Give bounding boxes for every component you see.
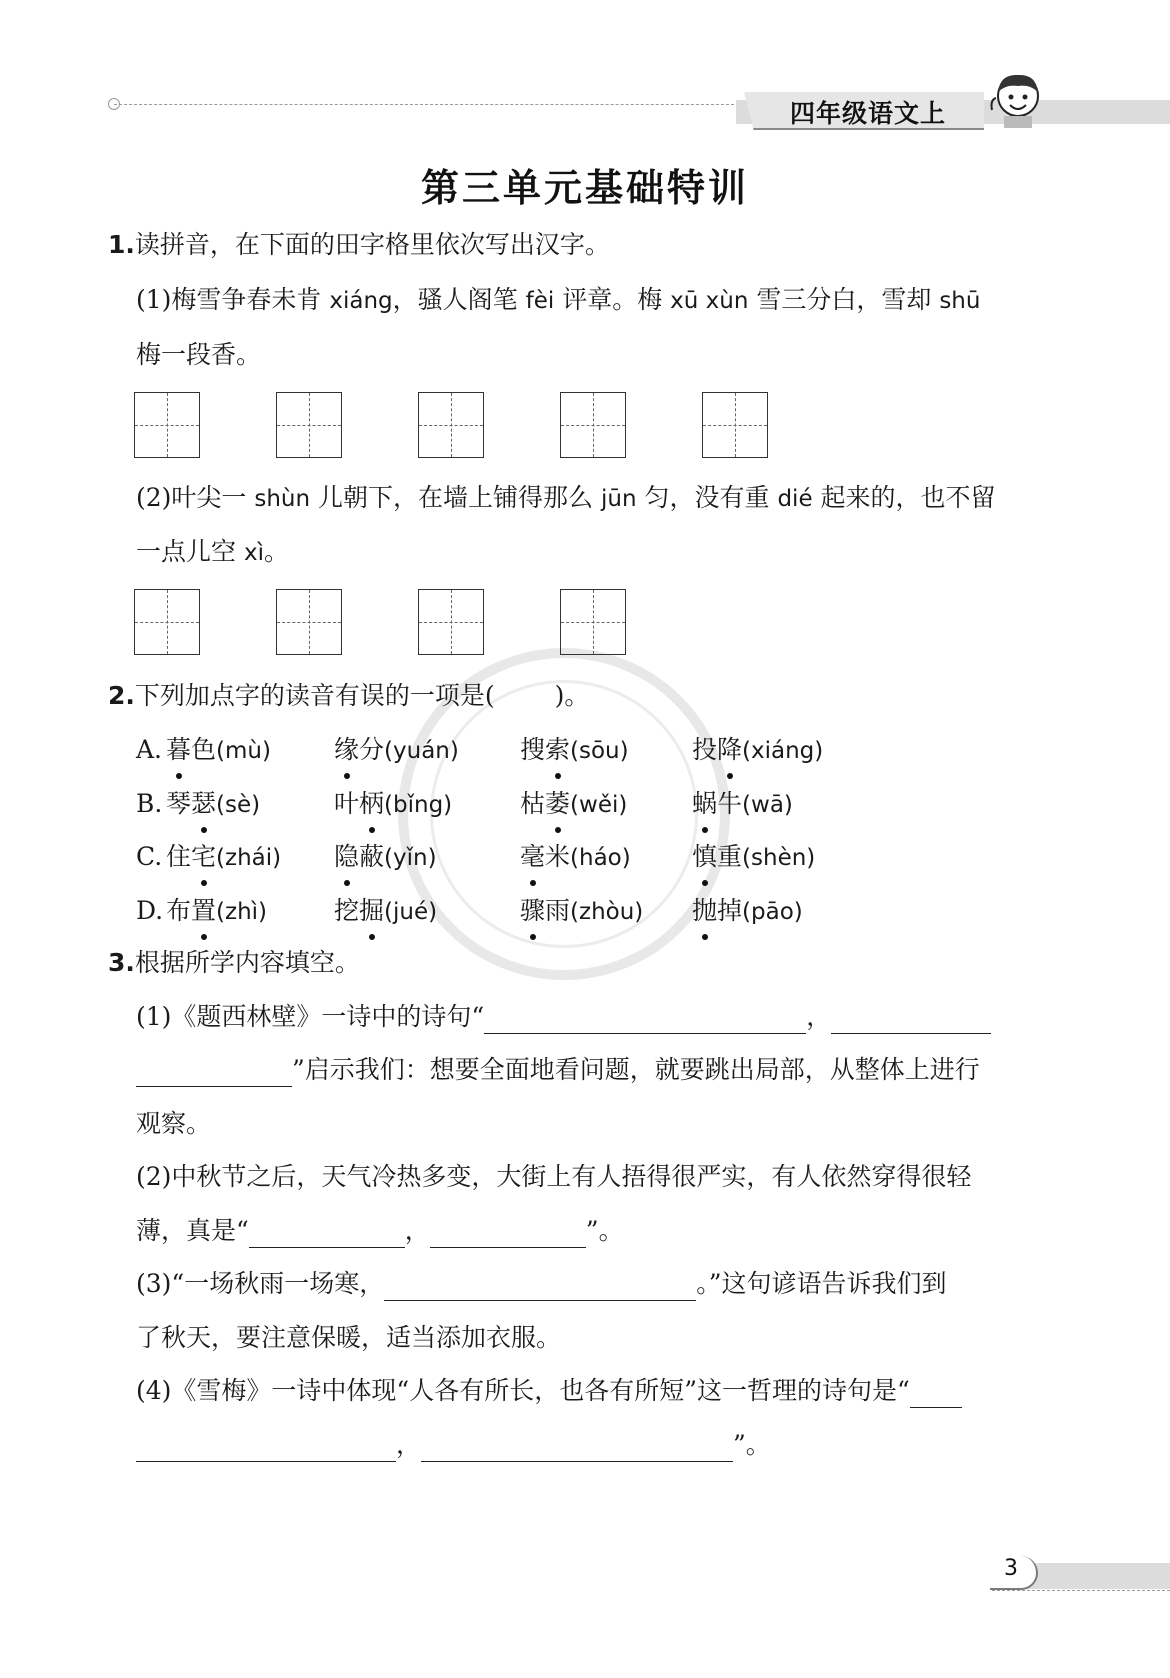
word-char: 暮	[166, 733, 191, 767]
q2-option-word	[166, 894, 267, 929]
q2-option-word	[334, 840, 437, 875]
word-char: 蜗	[692, 787, 717, 821]
q1-part2-text-d: 起来的，也不留	[812, 483, 996, 512]
word-char: 慎	[692, 840, 717, 874]
word-pinyin: (zhái)	[216, 845, 282, 871]
q3-s1-comma: ，	[806, 1002, 832, 1031]
q3-s4-line2	[136, 1428, 771, 1462]
q3-s2-comma: ，	[404, 1216, 430, 1245]
q1-part1-pinyin-2: fèi	[525, 288, 555, 314]
q2-option-word	[166, 840, 281, 875]
word-char: 掘	[359, 894, 384, 928]
q3-prompt	[108, 946, 360, 980]
word-char: 宅	[191, 840, 216, 874]
fill-blank[interactable]	[910, 1381, 962, 1408]
word-char: 抛	[692, 894, 717, 928]
q2-option-word	[334, 733, 459, 768]
word-pinyin: (pāo)	[742, 899, 803, 925]
q1-part2-pinyin-2: jūn	[601, 486, 637, 512]
fill-blank[interactable]	[136, 1060, 292, 1087]
q1-part2-text-c: 匀，没有重	[636, 483, 778, 512]
word-pinyin: (zhì)	[216, 899, 268, 925]
word-char: 布	[166, 896, 192, 925]
q2-option-word	[692, 840, 815, 875]
tianzige-box[interactable]	[560, 392, 626, 458]
word-pinyin: (wā)	[742, 792, 793, 818]
word-char: 萎	[545, 787, 570, 821]
word-pinyin: (mù)	[216, 738, 271, 764]
word-char: 骤	[520, 894, 545, 928]
word-char: 米	[545, 842, 571, 871]
q2-option-label[interactable]: C.	[136, 842, 163, 871]
q2-option-word	[520, 733, 629, 768]
fill-blank[interactable]	[430, 1221, 586, 1248]
word-char: 色	[191, 735, 217, 764]
fill-blank[interactable]	[249, 1221, 405, 1248]
word-pinyin: (wěi)	[570, 792, 628, 818]
tianzige-box[interactable]	[276, 589, 342, 655]
word-pinyin: (shèn)	[742, 845, 816, 871]
q2-prompt	[108, 679, 589, 713]
q2-option-word	[334, 787, 452, 822]
q2-option-word	[166, 733, 271, 768]
word-char: 分	[359, 735, 385, 764]
word-pinyin: (bǐng)	[384, 792, 453, 818]
q1-number: 1.	[108, 230, 135, 259]
q3-s2-text-c: ”。	[585, 1216, 624, 1245]
q3-s4-line1	[136, 1374, 962, 1408]
word-char: 置	[191, 894, 216, 928]
q2-number: 2.	[108, 681, 135, 710]
q1-prompt-text: 读拼音，在下面的田字格里依次写出汉字。	[134, 230, 610, 259]
q3-s1-text-b: ”启示我们：想要全面地看问题，就要跳出局部，从整体上进行	[292, 1055, 980, 1084]
fill-blank[interactable]	[831, 1007, 991, 1034]
word-pinyin: (yuán)	[384, 738, 459, 764]
q1-part1-pinyin-1: xiáng	[329, 288, 393, 314]
word-char: 搜	[520, 735, 546, 764]
word-char: 索	[545, 733, 570, 767]
q3-s3-line1	[136, 1267, 947, 1301]
word-char: 隐	[334, 840, 359, 874]
tianzige-box[interactable]	[702, 392, 768, 458]
fill-blank[interactable]	[136, 1435, 396, 1462]
q1-part2-text-f: 。	[263, 537, 289, 566]
tianzige-box[interactable]	[560, 589, 626, 655]
q3-s2-line1: (2)中秋节之后，天气冷热多变，大街上有人捂得很严实，有人依然穿得很轻	[136, 1162, 972, 1191]
q2-option-label[interactable]: D.	[136, 896, 164, 925]
q2-option-word	[520, 894, 643, 929]
q2-prompt-text-b: )。	[554, 681, 590, 710]
tianzige-box[interactable]	[134, 392, 200, 458]
word-pinyin: (háo)	[570, 845, 631, 871]
q1-part1-text-d: 雪三分白，雪却	[748, 285, 940, 314]
q2-option-word	[166, 787, 260, 822]
q3-s1-line1	[136, 1000, 991, 1034]
q1-part2-line1	[136, 481, 996, 516]
fill-blank[interactable]	[421, 1435, 733, 1462]
word-char: 叶	[334, 789, 360, 818]
q3-prompt-text: 根据所学内容填空。	[134, 948, 360, 977]
tianzige-box[interactable]	[134, 589, 200, 655]
word-char: 缘	[334, 733, 359, 767]
word-char: 雨	[545, 896, 571, 925]
q2-option-word	[692, 787, 793, 822]
page-number: 3	[1004, 1556, 1018, 1581]
q3-s4-text-b: ”。	[733, 1430, 771, 1459]
tianzige-box[interactable]	[276, 392, 342, 458]
q3-s1-line2	[136, 1053, 980, 1087]
q1-part1-text-a: (1)梅雪争春未肯	[136, 285, 330, 314]
tianzige-box[interactable]	[418, 392, 484, 458]
word-char: 降	[717, 733, 742, 767]
word-char: 住	[166, 842, 192, 871]
q2-option-word	[692, 894, 803, 929]
header-title: 四年级语文上	[790, 99, 947, 128]
q3-s3-text-a: (3)“一场秋雨一场寒，	[136, 1269, 385, 1298]
word-pinyin: (jué)	[384, 899, 438, 925]
fill-blank[interactable]	[384, 1274, 696, 1301]
q3-s2-line2	[136, 1214, 624, 1248]
mascot-boy-icon	[986, 70, 1050, 128]
q1-part2-line2	[136, 535, 289, 570]
q3-s3-line2: 了秋天，要注意保暖，适当添加衣服。	[136, 1323, 562, 1352]
word-char: 瑟	[191, 787, 216, 821]
q3-s1-text-a: (1)《题西林壁》一诗中的诗句“	[136, 1002, 485, 1031]
word-char: 毫	[520, 840, 545, 874]
q1-part1-pinyin-3: xū xùn	[670, 288, 749, 314]
q1-part2-pinyin-4: xì	[243, 540, 264, 566]
q1-part2-pinyin-3: dié	[777, 486, 813, 512]
page-title: 第三单元基础特训	[420, 166, 749, 210]
q2-option-word	[334, 894, 437, 929]
q1-part1-text-b: ，骚人阁笔	[392, 285, 526, 314]
word-char: 牛	[717, 789, 743, 818]
word-pinyin: (sōu)	[570, 738, 629, 764]
q1-part1-line2: 梅一段香。	[136, 340, 262, 369]
q1-part2-text-b: 儿朝下，在墙上铺得那么	[310, 483, 601, 512]
word-char: 投	[692, 735, 718, 764]
q1-part2-text-e: 一点儿空	[136, 537, 244, 566]
q1-prompt	[108, 228, 610, 262]
q3-s4-comma: ，	[396, 1430, 422, 1459]
fill-blank[interactable]	[484, 1007, 806, 1034]
word-char: 琴	[166, 789, 192, 818]
word-pinyin: (zhòu)	[570, 899, 644, 925]
word-char: 重	[717, 842, 743, 871]
q1-part2-pinyin-1: shùn	[254, 486, 311, 512]
q3-s4-text-a: (4)《雪梅》一诗中体现“人各有所长，也各有所短”这一哲理的诗句是“	[136, 1376, 910, 1405]
word-pinyin: (yǐn)	[384, 845, 437, 871]
q2-option-label[interactable]: A.	[136, 735, 163, 764]
q1-part1-pinyin-4: shū	[939, 288, 981, 314]
word-char: 蔽	[359, 842, 385, 871]
q2-option-word	[692, 733, 823, 768]
header-dashed-rule	[114, 104, 734, 105]
q1-part1-line1	[136, 283, 980, 318]
q1-part2-text-a: (2)叶尖一	[136, 483, 255, 512]
word-pinyin: (sè)	[216, 792, 261, 818]
q3-s3-text-b: 。”这句谚语告诉我们到	[696, 1269, 947, 1298]
q3-s1-line3: 观察。	[136, 1109, 212, 1138]
word-char: 挖	[334, 896, 360, 925]
word-char: 柄	[359, 787, 384, 821]
q3-number: 3.	[108, 948, 135, 977]
tianzige-box[interactable]	[418, 589, 484, 655]
q1-part1-text-c: 评章。梅	[554, 285, 671, 314]
footer-dashed-rule	[992, 1590, 1170, 1591]
q2-option-word	[520, 840, 631, 875]
word-char: 枯	[520, 789, 546, 818]
q3-s2-text-b: 薄，真是“	[136, 1216, 249, 1245]
q2-option-word	[520, 787, 627, 822]
word-char: 掉	[717, 896, 743, 925]
word-pinyin: (xiáng)	[742, 738, 824, 764]
q2-prompt-text-a: 下列加点字的读音有误的一项是(	[134, 681, 495, 710]
q2-option-label[interactable]: B.	[136, 789, 163, 818]
